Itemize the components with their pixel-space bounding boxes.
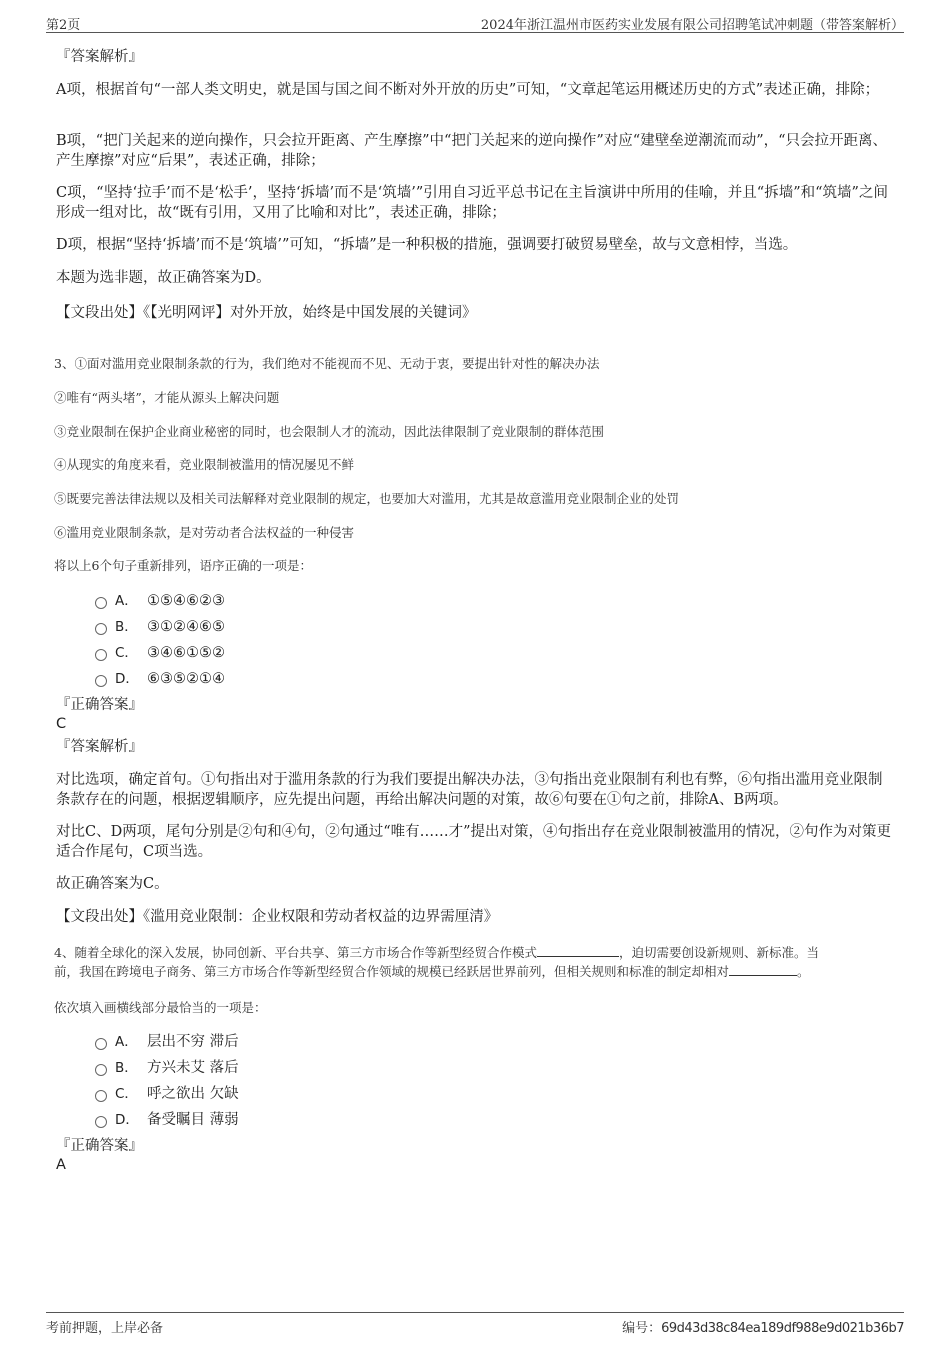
radio-icon[interactable]: [95, 1038, 107, 1050]
q3-answer-heading: 『正确答案』: [56, 697, 143, 713]
document-title: 2024年浙江温州市医药实业发展有限公司招聘笔试冲刺题（带答案解析）: [480, 18, 904, 33]
radio-icon[interactable]: [95, 1064, 107, 1076]
q2-analysis-a: A项，根据首句“一部人类文明史，就是国与国之间不断对外开放的历史”可知，“文章起笔运用概述历史的方式”表述正确，排除；: [56, 82, 880, 98]
radio-icon[interactable]: [95, 675, 107, 687]
blank-2: [729, 963, 797, 976]
blank-1: [537, 944, 619, 957]
q3-sentence-2: ②唯有“两头堵”，才能从源头上解决问题: [54, 390, 280, 405]
q3-option-c[interactable]: C． ③④⑥①⑤②: [95, 643, 225, 663]
q3-sentence-1: 3、①面对滥用竞业限制条款的行为，我们绝对不能视而不见、无动于衷，要提出针对性的解决办法: [54, 356, 600, 371]
q3-conclusion: 故正确答案为C。: [56, 876, 169, 892]
q2-analysis-heading: 『答案解析』: [56, 49, 143, 65]
q2-analysis-c: C项，“坚持‘拉手’而不是‘松手’，坚持‘拆墙’而不是‘筑墙’”引用自习近平总书记在主旨演讲中所用的佳喻，并且“拆墙”和“筑墙”之间形成一组对比，故“既有引用，又用了比喻和对比”，表述正确，排除；: [56, 185, 888, 221]
q2-analysis-b: B项，“把门关起来的逆向操作，只会拉开距离、产生摩擦”中“把门关起来的逆向操作”对应“建壁垒逆潮流而动”，“只会拉开距离、产生摩擦”对应“后果”，表述正确，排除；: [56, 133, 888, 169]
page-footer: [46, 1312, 904, 1335]
footer-slogan: 考前押题，上岸必备: [46, 1321, 164, 1336]
radio-icon[interactable]: [95, 623, 107, 635]
q3-sentence-3: ③竞业限制在保护企业商业秘密的同时，也会限制人才的流动，因此法律限制了竞业限制的群体范围: [54, 424, 605, 439]
q4-option-c[interactable]: C． 呼之欲出 欠缺: [95, 1084, 239, 1104]
q3-prompt: 将以上6个句子重新排列，语序正确的一项是：: [54, 558, 312, 573]
q4-prompt: 依次填入画横线部分最恰当的一项是：: [54, 1000, 267, 1015]
q3-analysis-heading: 『答案解析』: [56, 739, 143, 755]
q3-sentence-6: ⑥滥用竞业限制条款，是对劳动者合法权益的一种侵害: [54, 525, 355, 540]
q4-answer: A: [56, 1157, 66, 1173]
radio-icon[interactable]: [95, 649, 107, 661]
page-header: [46, 12, 904, 33]
q3-sentence-4: ④从现实的角度来看，竞业限制被滥用的情况屡见不鲜: [54, 457, 355, 472]
q4-option-d[interactable]: D． 备受瞩目 薄弱: [95, 1110, 239, 1130]
q3-option-b[interactable]: B． ③①②④⑥⑤: [95, 617, 225, 637]
q3-analysis-2: 对比C、D两项，尾句分别是②句和④句，②句通过“唯有……才”提出对策，④句指出存在竞业限制被滥用的情况，②句作为对策更适合作尾句，C项当选。: [56, 824, 892, 860]
q3-source: 【文段出处】《滥用竞业限制：企业权限和劳动者权益的边界需厘清》: [56, 909, 499, 925]
q3-sentence-5: ⑤既要完善法律法规以及相关司法解释对竞业限制的规定，也要加大对滥用，尤其是故意滥用竞业限制企业的处罚: [54, 491, 680, 506]
q4-option-b[interactable]: B． 方兴未艾 落后: [95, 1058, 239, 1078]
radio-icon[interactable]: [95, 1116, 107, 1128]
q2-conclusion: 本题为选非题，故正确答案为D。: [56, 270, 271, 286]
radio-icon[interactable]: [95, 597, 107, 609]
q3-answer: C: [56, 716, 67, 732]
radio-icon[interactable]: [95, 1090, 107, 1102]
q3-analysis-1: 对比选项，确定首句。①句指出对于滥用条款的行为我们要提出解决办法，③句指出竞业限制有利也有弊，⑥句指出滥用竞业限制条款存在的问题，根据逻辑顺序，应先提出问题，再给出解决问题的对策，故⑥句要在①句之前，排除A、B两项。: [56, 772, 883, 808]
q2-source: 【文段出处】《【光明网评】对外开放，始终是中国发展的关键词》: [56, 305, 477, 321]
q2-analysis-d: D项，根据“坚持‘拆墙’而不是‘筑墙’”可知，“拆墙”是一种积极的措施，强调要打破贸易壁垒，故与文意相悖，当选。: [56, 237, 798, 253]
q4-answer-heading: 『正确答案』: [56, 1138, 143, 1154]
page-number: 第2页: [46, 18, 81, 33]
q4-stem: 4、随着全球化的深入发展，协同创新、平台共享、第三方市场合作等新型经贸合作模式 ，迫切需要创设新规则、新标准。当 前，我国在跨境电子商务、第三方市场合作等新型经贸合作领域的规模已经跃居世界前列，但相关规则和标准的制定却相对 。: [54, 945, 819, 979]
document-code: 编号：69d43d38c84ea189df988e9d021b36b7: [622, 1321, 904, 1336]
q4-option-a[interactable]: A． 层出不穷 滞后: [95, 1032, 239, 1052]
q3-option-d[interactable]: D． ⑥③⑤②①④: [95, 669, 225, 689]
q3-option-a[interactable]: A． ①⑤④⑥②③: [95, 591, 225, 611]
